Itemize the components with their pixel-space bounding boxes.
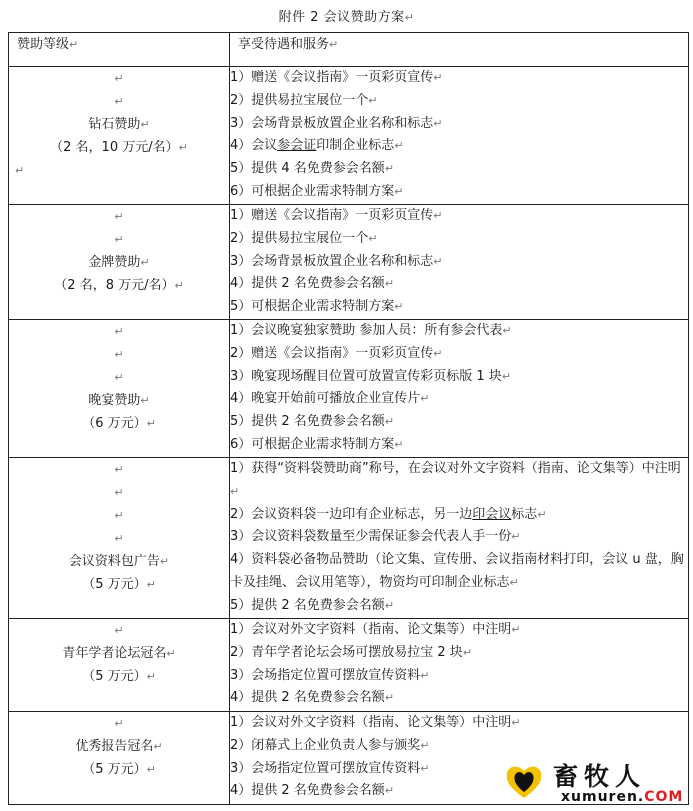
tier-cell-material-bag: ↵ ↵ ↵ ↵ 会议资料包广告↵ （5 万元）↵: [9, 458, 230, 619]
table-header-row: [9, 33, 689, 67]
benefit-item: 1）赠送《会议指南》一页彩页宣传↵: [230, 70, 443, 85]
benefit-item: 3）会场指定位置可摆放宣传资料↵: [230, 667, 430, 683]
watermark-site: xumuren.COM: [561, 789, 684, 805]
benefit-item: 1）会议晚宴独家赞助 参加人员：所有参会代表↵: [230, 323, 512, 338]
table-row: [9, 320, 689, 458]
benefit-item: 3）会议资料袋数量至少需保证参会代表人手一份↵: [230, 529, 521, 545]
benefit-item: 2）提供易拉宝展位一个↵: [230, 92, 378, 108]
benefit-item: 3）会场背景板放置企业名称和标志↵: [230, 253, 443, 269]
benefit-item: 5）提供 2 名免费参会名额↵: [230, 414, 395, 430]
tier-name: 优秀报告冠名: [75, 739, 154, 754]
tier-cell-best-report: ↵ 优秀报告冠名↵ （5 万元）↵: [9, 712, 230, 805]
benefit-item: 2）会议资料袋一边印有企业标志，另一边印会议标志↵: [230, 506, 547, 522]
benefits-cell-material-bag: [230, 458, 689, 619]
benefit-item: 4）会议参会证印制企业标志↵: [230, 138, 404, 154]
tier-detail: （5 万元）: [82, 762, 147, 777]
benefit-item: 6）可根据企业需求特制方案↵: [230, 183, 404, 199]
benefits-cell-banquet: [230, 320, 689, 458]
watermark: [503, 755, 683, 809]
tier-name: 晚宴赞助: [88, 393, 141, 408]
paragraph-mark: ↵: [404, 11, 415, 24]
watermark-brand: 畜牧人: [553, 762, 647, 791]
tier-detail: （2 名，8 万元/名）: [54, 278, 175, 293]
tier-name: 钻石赞助: [88, 117, 141, 132]
sponsorship-table: [8, 32, 689, 805]
benefit-item: 2）赠送《会议指南》一页彩页宣传↵: [230, 345, 443, 361]
underlined-text: 参会证: [277, 138, 317, 154]
benefit-item: 4）资料袋必备物品赞助（论文集、宣传册、会议指南材料打印，会议 u 盘，胸卡及挂绳、会议用笔等），物资均可印制企业标志↵: [230, 552, 684, 590]
benefit-item: 2）提供易拉宝展位一个↵: [230, 230, 378, 246]
benefit-item: 2）闭幕式上企业负责人参与颁奖↵: [230, 737, 430, 753]
benefit-item: 4）提供 2 名免费参会名额↵: [230, 690, 395, 706]
benefit-item: 5）提供 4 名免费参会名额↵: [230, 161, 395, 177]
benefit-item: 3）会场背景板放置企业名称和标志↵: [230, 115, 443, 131]
tier-name: 青年学者论坛冠名: [62, 646, 167, 661]
benefit-item: 1）获得“资料袋赞助商”称号，在会议对外文字资料（指南、论文集等）中注明↵: [230, 461, 681, 498]
tier-cell-gold: ↵ ↵ 金牌赞助↵ （2 名，8 万元/名）↵: [9, 205, 230, 320]
benefit-item: 1）会议对外文字资料（指南、论文集等）中注明↵: [230, 715, 521, 730]
tier-cell-young-scholar: ↵ 青年学者论坛冠名↵ （5 万元）↵: [9, 619, 230, 712]
tier-name: 会议资料包广告: [68, 554, 160, 569]
benefits-cell-young-scholar: [230, 619, 689, 712]
benefit-item: 1）赠送《会议指南》一页彩页宣传↵: [230, 208, 443, 223]
table-row: [9, 619, 689, 712]
benefit-item: 3）晚宴现场醒目位置可放置宣传彩页标版 1 块↵: [230, 368, 512, 384]
benefit-item: 2）青年学者论坛会场可摆放易拉宝 2 块↵: [230, 644, 473, 660]
tier-detail: （6 万元）: [82, 416, 147, 431]
underlined-text: 印会议: [472, 506, 512, 522]
tier-detail: （2 名，10 万元/名）: [50, 140, 179, 155]
tier-cell-diamond: ↵ ↵ 钻石赞助↵ （2 名，10 万元/名）↵ ↵: [9, 67, 230, 205]
table-row: [9, 458, 689, 619]
document-title: 附件 2 会议赞助方案↵: [278, 10, 415, 25]
benefit-item: 5）提供 2 名免费参会名额↵: [230, 597, 395, 613]
table-row: [9, 67, 689, 205]
benefit-item: 4）提供 2 名免费参会名额↵: [230, 783, 395, 799]
tier-name: 金牌赞助: [88, 255, 141, 270]
benefit-item: 6）可根据企业需求特制方案↵: [230, 436, 404, 452]
benefits-cell-gold: [230, 205, 689, 320]
header-cell-level: 赞助等级↵: [9, 33, 230, 67]
table-row: [9, 205, 689, 320]
benefit-item: 4）提供 2 名免费参会名额↵: [230, 276, 395, 292]
benefits-cell-diamond: [230, 67, 689, 205]
tier-detail: （5 万元）: [82, 669, 147, 684]
benefit-item: 5）可根据企业需求特制方案↵: [230, 299, 404, 315]
header-cell-benefits: 享受待遇和服务↵: [230, 33, 689, 67]
tier-detail: （5 万元）: [82, 577, 147, 592]
benefit-item: 4）晚宴开始前可播放企业宣传片↵: [230, 391, 430, 407]
benefit-item: 3）会场指定位置可摆放宣传资料↵: [230, 760, 430, 776]
tier-cell-banquet: ↵ ↵ ↵ 晚宴赞助↵ （6 万元）↵: [9, 320, 230, 458]
heart-leaf-logo-icon: [503, 761, 545, 801]
benefit-item: 1）会议对外文字资料（指南、论文集等）中注明↵: [230, 622, 521, 637]
